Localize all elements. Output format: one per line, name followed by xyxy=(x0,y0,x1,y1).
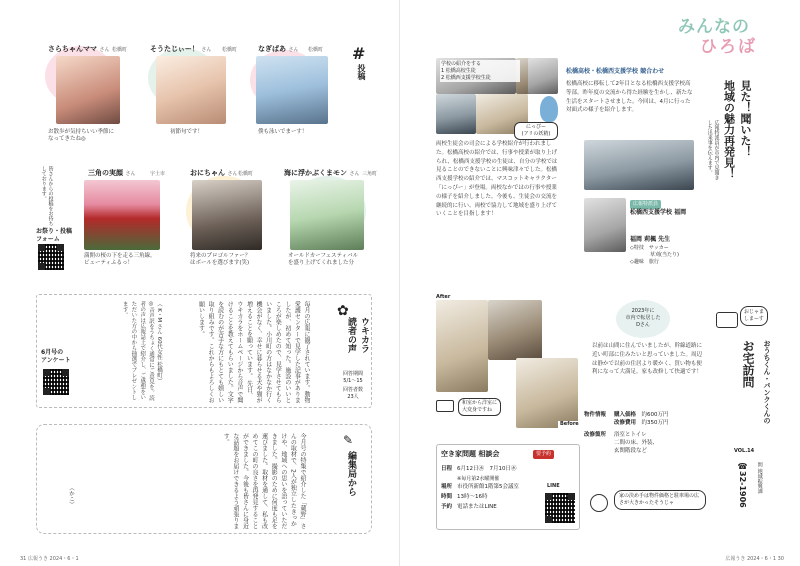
consult-title: 空き家問題 相談会 xyxy=(441,450,500,458)
post-photo xyxy=(156,56,226,124)
school-article-body: 両校生徒会の司会による学校紹介が行われました。松橋高校の紹介では、行事や授業が取り上げられ、松橋西支援学校の生徒は、自分の学校では見ることのできないことに興味津々でした。松橋西支援学校の紹介では、マスコットキャラクター「にっぴー」が登場。両校なかではの行事や授業の様子を紹介しました。今後も、生徒会の交流を継続的に行い、両校で協力して地域を盛り上げていくことを目指します！ xyxy=(436,141,558,218)
hashtag-label: 投稿 xyxy=(357,64,366,80)
consult-key xyxy=(441,475,457,483)
post-caption: 満開の桜の下を走る三角線。 ビューティふるっ！ xyxy=(84,253,156,267)
consult-row xyxy=(441,493,541,503)
readers-voice-title: ウキカラ 読者の声 xyxy=(346,317,369,353)
post-town: 三角町 xyxy=(362,171,378,177)
hashtag-icon: # xyxy=(352,44,366,63)
post-name: 三角の実顔 さん xyxy=(88,169,136,177)
post-photo xyxy=(84,180,160,250)
consult-val: 13時〜16時 xyxy=(457,493,488,500)
reservation-badge: 要予約 xyxy=(533,450,554,459)
pencil-icon: ✎ xyxy=(343,433,354,447)
post-photo xyxy=(290,180,364,250)
contact-dept: 問 地域振興課 xyxy=(756,462,763,494)
answer-count: 回答者数 23人 xyxy=(342,387,363,400)
visit-title: お宅訪問 xyxy=(741,340,755,388)
label-line: 2 松橋西支援学校生徒 xyxy=(441,74,491,81)
post-town: 宇土市 xyxy=(150,171,166,177)
consult-key: 時間 xyxy=(441,493,453,500)
survey-label: 6月号の アンケート xyxy=(41,349,71,365)
pinwheel-icon: ✿ xyxy=(337,303,349,319)
consult-val: 電話またはLINE xyxy=(457,503,497,510)
post-caption: 僕も泳いでまーす！ xyxy=(258,129,308,135)
post-caption: 初節句です！ xyxy=(170,129,204,135)
info-key: 改修費用 xyxy=(614,420,637,426)
reporter-tag: 広報特派員 xyxy=(630,200,661,209)
info-val: 浴室とトイレ xyxy=(614,432,647,438)
reporter-photo xyxy=(584,198,626,252)
info-value xyxy=(614,430,704,454)
editorial-body: 今月号の特集で紹介した「蔵野」さんの取材で、2人が独立したきっかけや、地域への思いを語っていただきました。撮影のために何度も足を運びました。取材を通して、私も改めてこの町の良さを再発見することができました。今後も皆さんに身近な話題をお届けできるよう頑張ります。 xyxy=(222,433,306,529)
post-caption: オールドカーフェスティバル を盛り上げてくれました分 xyxy=(288,253,359,267)
consult-row xyxy=(441,475,541,483)
reporter-school: 松橋西支援学校 福岡 xyxy=(630,209,687,216)
line-qr-code[interactable] xyxy=(545,493,575,523)
school-photo-3 xyxy=(436,94,476,134)
contact-tel: ☎32-1906 xyxy=(738,462,747,508)
consult-row xyxy=(441,503,541,513)
school-article-intro: 松橋高校に移転して2年目となる松橋西支援学校高等部。昨年度の交流から得た経験を生かし、新たな生活をスタートさせました。今回は、4月に行った対面式の様子を紹介します。 xyxy=(566,81,693,114)
info-val: 約350万円 xyxy=(641,420,669,426)
house-mascot-icon xyxy=(716,312,738,328)
consult-key: 場所 xyxy=(441,483,453,490)
property-info xyxy=(584,410,704,454)
post-photo xyxy=(256,56,328,124)
post-photo xyxy=(192,180,262,250)
consult-val: 6月12日㊌ 7月10日㊌ xyxy=(457,466,517,472)
after-photo-2 xyxy=(488,300,542,360)
speech-bubble: 家の決め手は物件価格と駐車場の広さが大きかったそうじゃ xyxy=(614,490,706,510)
reporter-name: 福岡 莉楓 先生 xyxy=(630,236,671,243)
consult-row xyxy=(441,465,541,475)
feature-banner: 見た！聞いた！ 地域の魅力再発見！ xyxy=(722,80,752,179)
page-footer: 31 広報うき 2024・6・1 xyxy=(20,556,79,562)
info-val: 約600万円 xyxy=(641,412,669,418)
label-line: 1 松橋高校生徒 xyxy=(441,67,476,74)
consult-details xyxy=(441,465,541,513)
school-photo-5 xyxy=(528,58,558,94)
post-name: 海に浮かぶくまモン さん xyxy=(284,169,360,177)
consult-val: 市役所新館1階第5会議室 xyxy=(457,483,519,490)
submit-form-label: お祭り・投稿 フォーム xyxy=(36,228,73,244)
readers-voice-box xyxy=(36,294,372,408)
mascot-label: にっぴー (アリの妖精) xyxy=(514,122,558,140)
consult-key: 予約 xyxy=(441,503,453,510)
readers-voice-body: 毎月の広報に観了されています。動物愛護センターで見学した記事がありましたが、初めて知った。施設のいいところが楽しめたので、見学させてもらいました。小川町の方はなかなか行く機会がなく、幸せに暮らせる犬や猫が増えることを願っています。 先日、ウキカラをホームページから音声で聞けることを教えてもらいました。文字を読むのが苦手な方にもとても嬉しい取り組みです。これからもよろしくお願いします。 xyxy=(197,301,310,403)
consultation-box xyxy=(436,444,580,530)
editorial-box xyxy=(36,424,372,534)
school-article-title: 松橋高校・松橋西支援学校 競合わせ xyxy=(566,68,665,75)
info-label: 物件情報 xyxy=(584,412,607,418)
info-value xyxy=(614,410,704,426)
before-photo xyxy=(516,358,578,428)
post-name: そうたじぃー！ さん xyxy=(150,45,212,53)
submit-qr-code[interactable] xyxy=(38,244,64,270)
consult-val: ※毎月第2水曜開催 xyxy=(457,475,500,482)
page-footer: 広報うき 2024・6・1 30 xyxy=(725,556,784,562)
post-town: 松橋町 xyxy=(112,47,128,53)
bank-character-icon xyxy=(590,494,608,512)
resident-bubble: 2023年に 市内で転居した Dさん xyxy=(616,300,670,338)
info-label: 改修箇所 xyxy=(584,432,607,438)
info-val: 玄関階段など xyxy=(614,448,648,454)
post-town: 松橋町 xyxy=(238,171,254,177)
consult-row xyxy=(441,483,541,493)
info-val: 二間の床、外装、 xyxy=(614,440,659,446)
section-title-line2: ひろば xyxy=(700,37,757,57)
gym-photo xyxy=(584,140,694,190)
post-caption: お散歩が気持ちいい季節に なってきたね◎ xyxy=(48,129,115,143)
label-line: 学校の紹介をする xyxy=(441,61,482,67)
school-photo-label xyxy=(440,60,520,82)
greeting-bubble: おじゃま しまーす xyxy=(740,306,768,326)
post-name: おにちゃん さん xyxy=(190,169,238,177)
volume-number: VOL.14 xyxy=(734,448,755,454)
mascot-icon xyxy=(540,96,558,122)
feature-banner-sub: 広報特派員が市内で見聞きした出来事を伝えます。 xyxy=(706,120,720,180)
post-town: 松橋町 xyxy=(308,47,324,53)
section-title-line1: みんなの xyxy=(678,17,750,37)
post-name: なぎばあ さん xyxy=(258,45,299,53)
readers-voice-author: （ K・M さん 60代女性 松橋町） xyxy=(156,301,162,384)
after-label: After xyxy=(436,294,451,300)
answer-period: 回答期間 5/1〜15 xyxy=(342,371,363,384)
info-row xyxy=(584,430,704,454)
post-photo xyxy=(56,56,120,124)
consult-key: 日程 xyxy=(441,466,453,472)
info-key: 購入価格 xyxy=(614,412,637,418)
readers-voice-note: ◎音声訳をうちょく通常にご意見を。読者の声は広報誌上で紹介し、ご感想をいただいた方の中から抽選でプレゼントします。 xyxy=(121,301,154,401)
before-label: Before xyxy=(560,421,579,427)
post-name: さらちゃんママ さん xyxy=(48,45,110,53)
line-label: LINE xyxy=(547,483,560,489)
post-caption: 将来のプロゴルファー？ はボールを選びます(笑) xyxy=(190,253,251,267)
editorial-title: 編集局から xyxy=(346,451,356,496)
after-photo-1 xyxy=(436,300,488,392)
submit-text: 皆さんからの投稿をお待ちしております。 xyxy=(40,166,54,226)
resident-quote: 以前は山間に住んでいましたが、幹線道路に近い町部に住みたいと思っていました。周辺は静かで以前の住居より暖かく、買い物も便利になって大満足。家も改修して快適です！ xyxy=(592,343,703,376)
right-page xyxy=(400,0,800,566)
survey-qr-code[interactable] xyxy=(43,369,69,395)
info-row xyxy=(584,410,704,426)
reporter-hobby: ◇特技 サッカー 草刈(当たり) ◇趣味 旅行 xyxy=(630,245,679,265)
visit-subtitle: おうちくん・バンクくんの xyxy=(763,340,771,424)
speech-bubble: 和室から洋室に 大変身ですね xyxy=(458,398,501,416)
editorial-sign: （かこ） xyxy=(68,485,74,507)
post-town: 松橋町 xyxy=(222,47,238,53)
house-character-icon xyxy=(436,400,454,412)
